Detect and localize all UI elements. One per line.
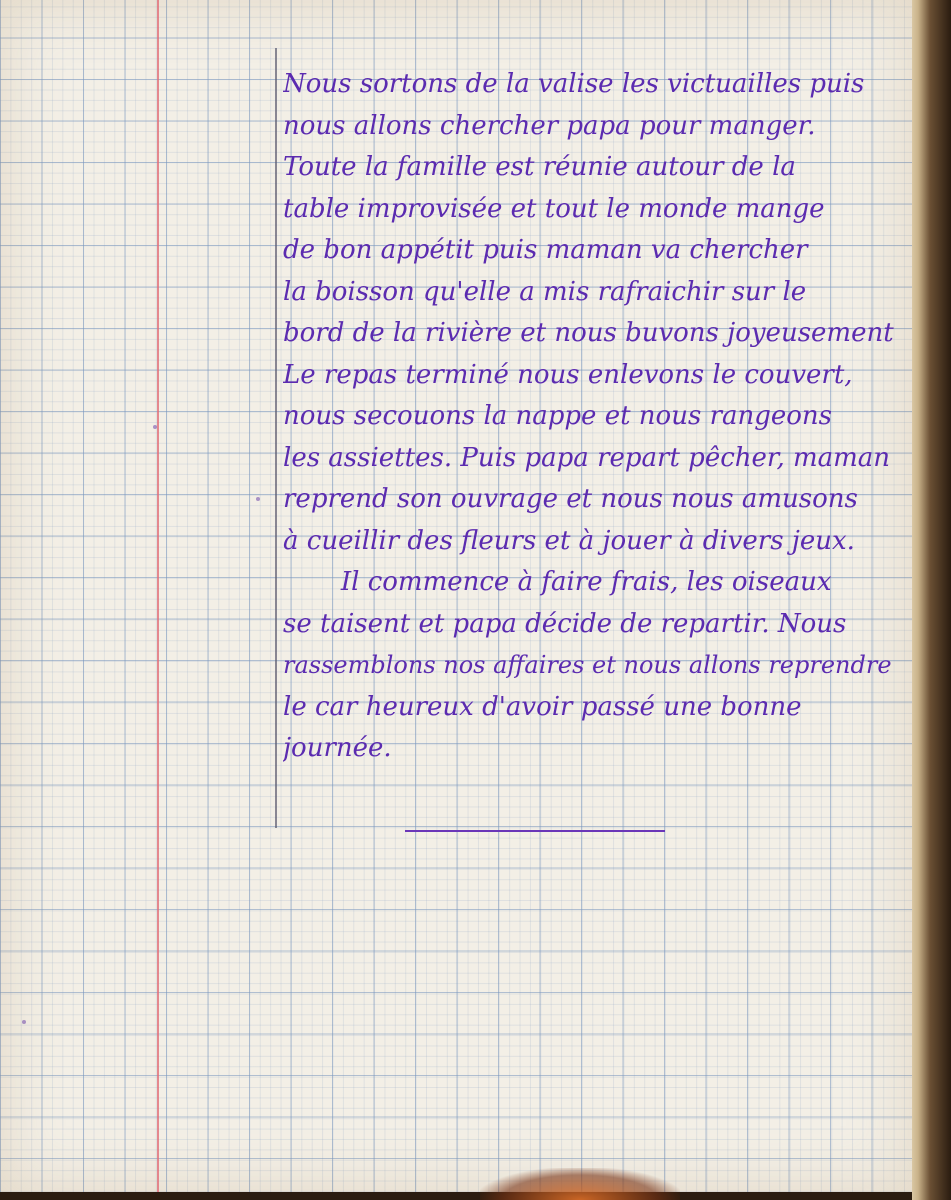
text-line: journée. (283, 733, 392, 763)
text-line: Nous sortons de la valise les victuailles puis (283, 69, 865, 99)
text-line: de bon appétit puis maman va chercher (283, 235, 808, 265)
text-line: reprend son ouvrage et nous nous amusons (283, 484, 858, 514)
text-line: nous secouons la nappe et nous rangeons (283, 401, 833, 431)
text-line: table improvisée et tout le monde mange (283, 193, 825, 224)
ink-dot (153, 425, 157, 429)
scan-edge-artifact (480, 1168, 680, 1200)
text-line: le car heureux d'avoir passé une bonne (283, 691, 802, 722)
text-line: rassemblons nos affaires et nous allons reprendre (283, 651, 892, 679)
text-line: bord de la rivière et nous buvons joyeusement (283, 318, 894, 348)
margin-line (157, 0, 159, 1192)
page-edge (912, 0, 951, 1200)
text-line: Toute la famille est réunie autour de la (283, 152, 796, 182)
end-divider (405, 830, 665, 832)
ink-dot (256, 497, 260, 501)
text-line: nous allons chercher papa pour manger. (283, 110, 816, 141)
text-column-rule (275, 48, 277, 828)
handwritten-text (283, 64, 909, 770)
text-line: la boisson qu'elle a mis rafraichir sur le (283, 276, 807, 307)
text-line: Le repas terminé nous enlevons le couvert, (283, 359, 853, 390)
text-line: Il commence à faire frais, les oiseaux (283, 567, 832, 597)
text-line: à cueillir des fleurs et à jouer à divers jeux. (283, 525, 855, 556)
ink-dot (22, 1020, 26, 1024)
text-line: les assiettes. Puis papa repart pêcher, maman (283, 442, 891, 473)
text-line: se taisent et papa décide de repartir. Nous (283, 608, 847, 639)
